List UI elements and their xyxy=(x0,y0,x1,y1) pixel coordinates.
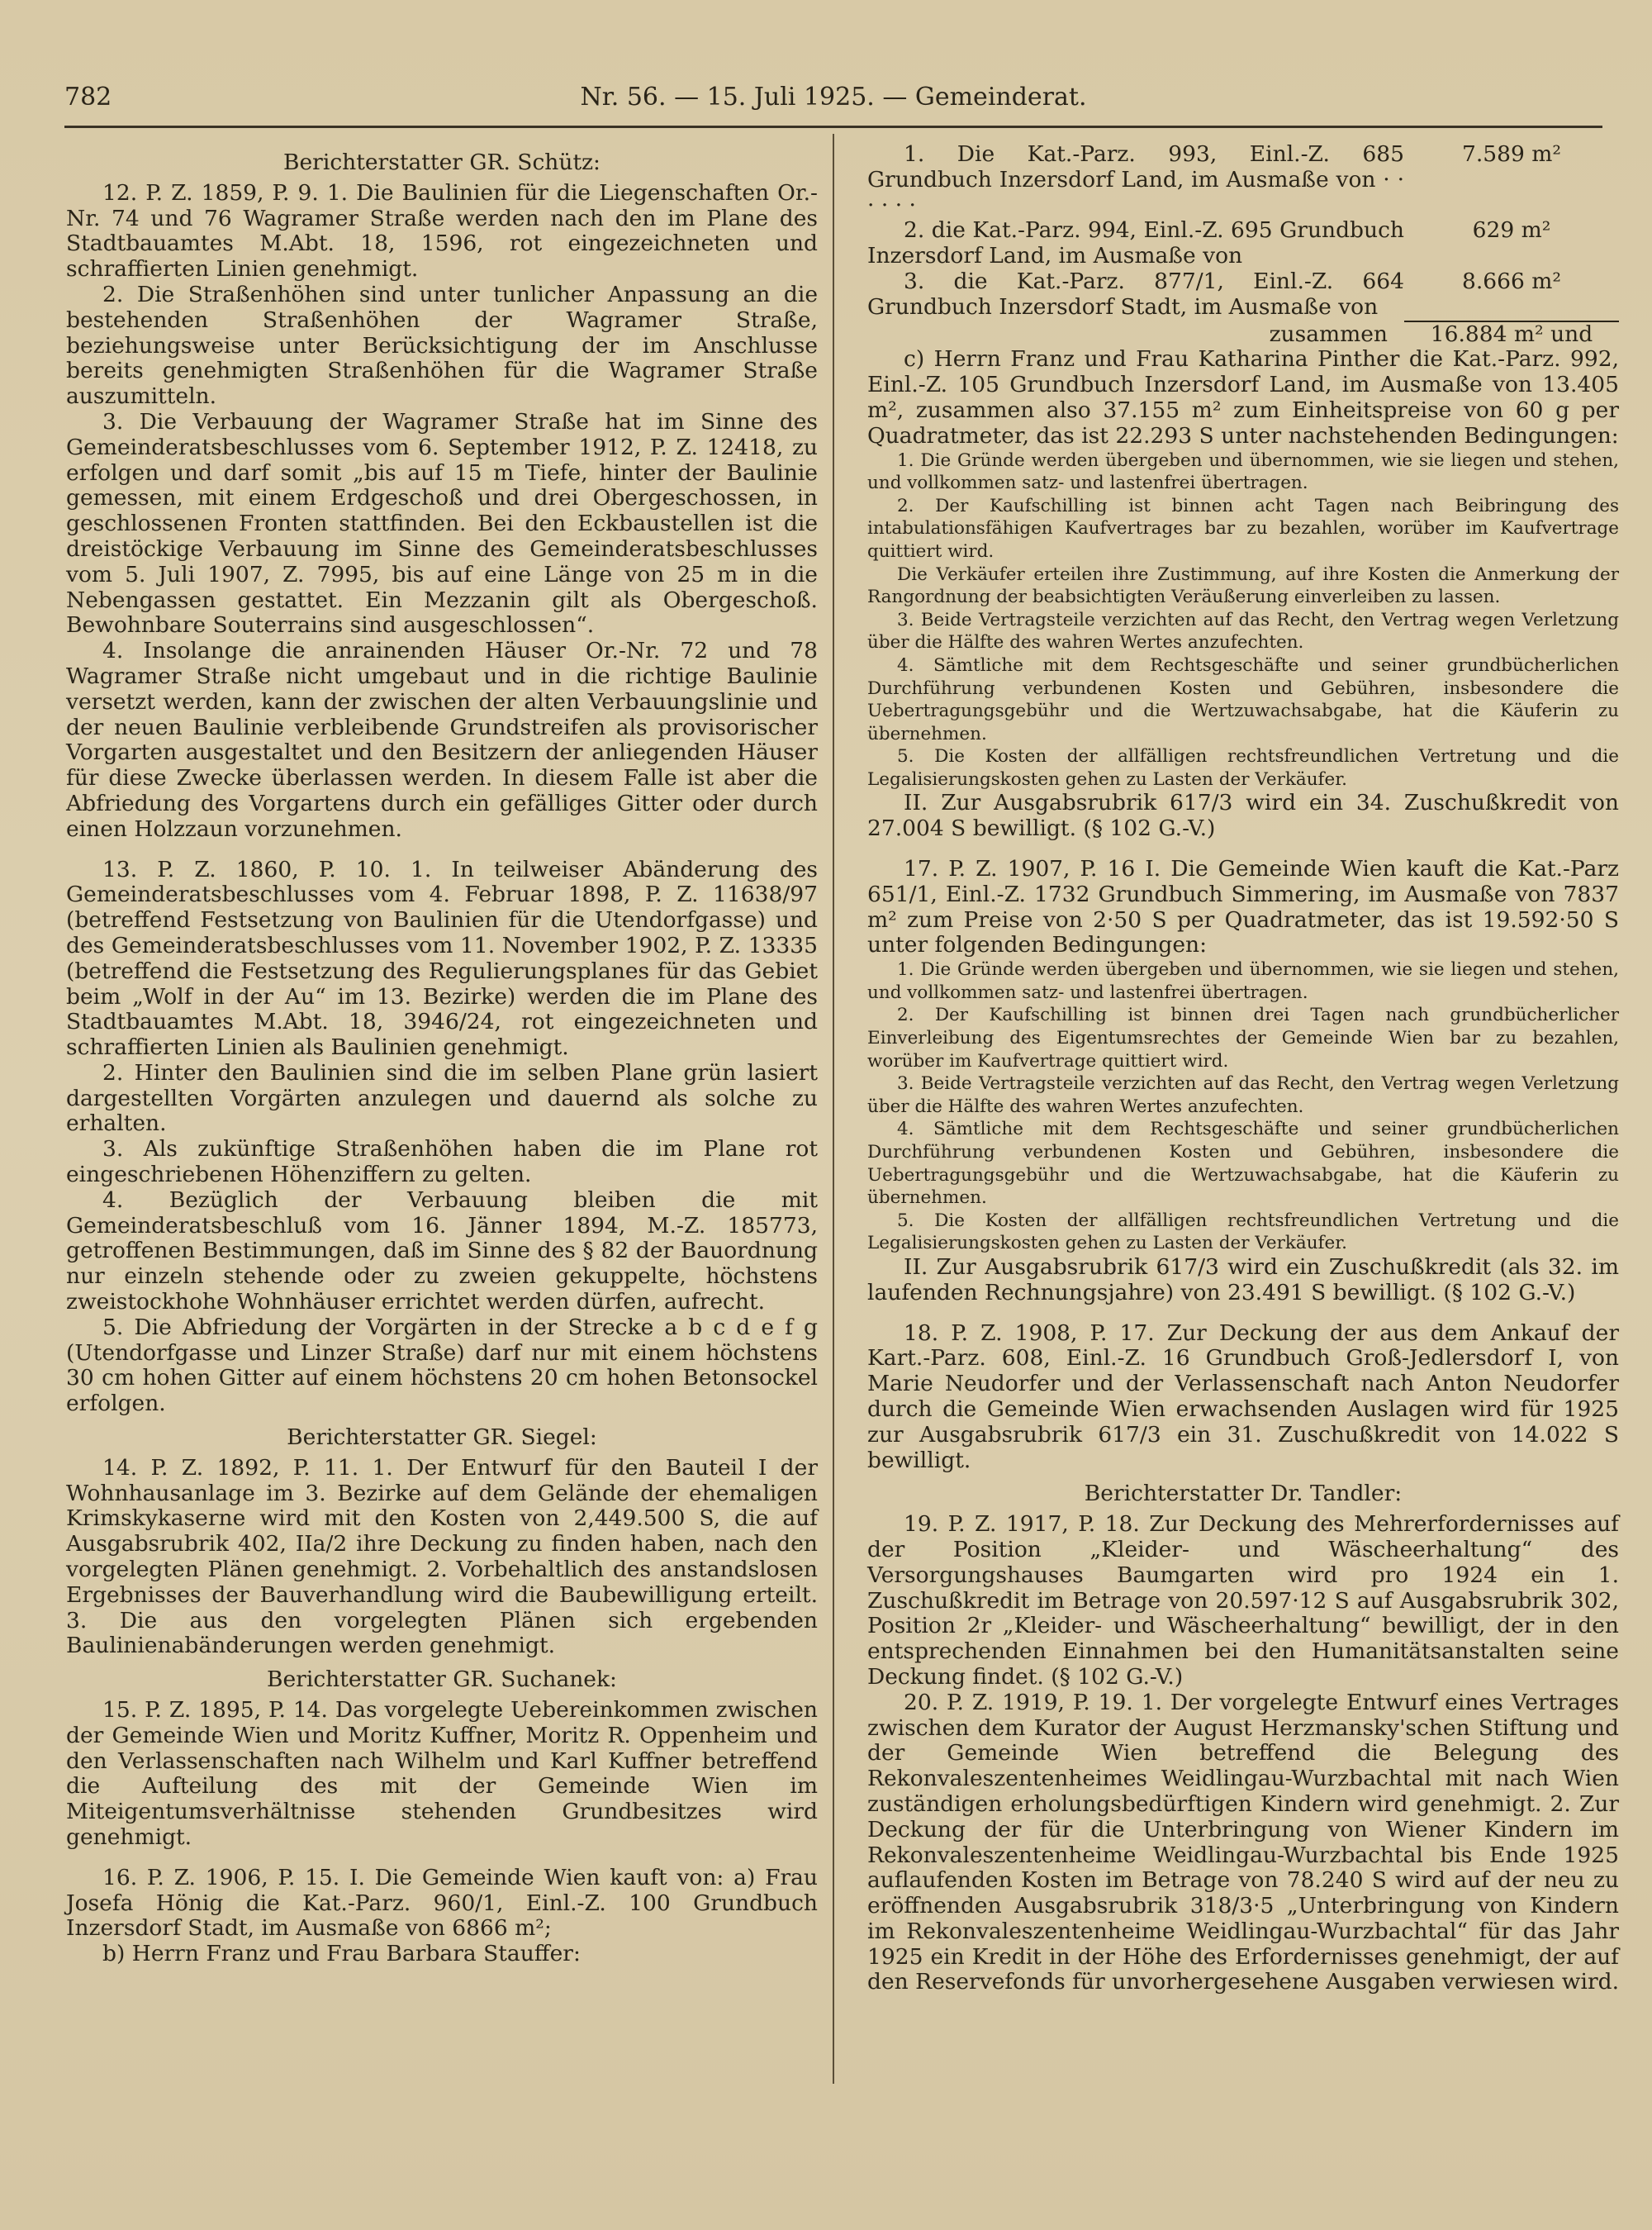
paragraph: 19. P. Z. 1917, P. 18. Zur Deckung des Mehrerfordernisses auf der Position „Kleider- und Wäscheerhaltung“ des Versorgungshauses Baumgarten wird pro 1924 ein 1. Zuschußkredit im Betrage von 20.597·12 S auf Ausgabsrubrik 302, Position 2r „Kleider- und Wäscheerhaltung“ bewilligt, der in den entsprechenden Einnahmen bei den Humanitätsanstalten seine Deckung findet. (§ 102 G.-V.) xyxy=(867,1511,1619,1690)
paragraph: 12. P. Z. 1859, P. 9. 1. Die Baulinien für die Liegenschaften Or.-Nr. 74 und 76 Wagramer Straße werden nach den im Plane des Stadtbauamtes M.Abt. 18, 1596, rot eingezeichneten und schraffierten Linien genehmigt. xyxy=(66,179,818,283)
condition-item: 5. Die Kosten der allfälligen rechtsfreundlichen Vertretung und die Legalisierungskosten gehen zu Lasten der Verkäufer. xyxy=(867,1210,1619,1254)
condition-item: 2. Der Kaufschilling ist binnen drei Tagen nach grundbücherlicher Einverleibung des Eigentumsrechtes der Gemeinde Wien bar zu bezahlen, worüber im Kaufvertrage quittiert wird. xyxy=(867,1005,1619,1072)
header-rule xyxy=(64,126,1602,128)
paragraph: 2. Die Straßenhöhen sind unter tunlicher Anpassung an die bestehenden Straßenhöhen der Wagramer Straße, beziehungsweise unter Berücksichtigung der im Anschlusse bereits genehmigten Straßenhöhen für die Wagramer Straße auszumitteln. xyxy=(66,281,818,410)
condition-item: 1. Die Gründe werden übergeben und übernommen, wie sie liegen und stehen, und vollkommen satz- und lastenfrei übertragen. xyxy=(867,449,1619,494)
area-value: 16.884 m² und xyxy=(1404,321,1619,348)
paragraph: II. Zur Ausgabsrubrik 617/3 wird ein Zuschußkredit (als 32. im laufenden Rechnungsjahre) von 23.491 S bewilligt. (§ 102 G.-V.) xyxy=(867,1253,1619,1305)
condition-item: 5. Die Kosten der allfälligen rechtsfreundlichen Vertretung und die Legalisierungskosten gehen zu Lasten der Verkäufer. xyxy=(867,746,1619,790)
area-description: zusammen xyxy=(1269,321,1388,347)
page-header xyxy=(64,73,1602,122)
area-list xyxy=(867,142,1619,347)
area-total-row xyxy=(867,321,1619,348)
area-description: 1. Die Kat.-Parz. 993, Einl.-Z. 685 Grundbuch Inzersdorf Land, im Ausmaße von · · · · · · xyxy=(867,141,1404,218)
paragraph: 14. P. Z. 1892, P. 11. 1. Der Entwurf für den Bauteil I der Wohnhausanlage im 3. Bezirke auf dem Gelände der ehemaligen Krimskykaserne wird mit den Kosten von 2,449.500 S, die auf Ausgabsrubrik 402, IIa/2 ihre Deckung zu finden haben, nach den vorgelegten Plänen genehmigt. 2. Vorbehaltlich des anstandslosen Ergebnisses der Bauverhandlung wird die Baubewilligung erteilt. 3. Die aus den vorgelegten Plänen sich ergebenden Baulinienabänderungen werden genehmigt. xyxy=(66,1454,818,1659)
area-value: 8.666 m² xyxy=(1461,268,1562,294)
section-heading: Berichterstatter GR. Siegel: xyxy=(287,1424,597,1451)
paragraph: c) Herrn Franz und Frau Katharina Pinther die Kat.-Parz. 992, Einl.-Z. 105 Grundbuch Inzersdorf Land, im Ausmaße von 13.405 m², zusammen also 37.155 m² zum Einheitspreise von 60 g per Quadratmeter, das ist 22.293 S unter nachstehenden Bedingungen: xyxy=(867,346,1619,449)
left-column xyxy=(66,142,818,1967)
column-divider xyxy=(833,134,834,2084)
paragraph: 15. P. Z. 1895, P. 14. Das vorgelegte Uebereinkommen zwischen der Gemeinde Wien und Moritz Kuffner, Moritz R. Oppenheim und den Verlassenschaften nach Wilhelm und Karl Kuffner betreffend die Aufteilung des mit der Gemeinde Wien im Miteigentumsverhältnisse stehenden Grundbesitzes wird genehmigt. xyxy=(66,1697,818,1850)
area-row xyxy=(867,142,1619,218)
condition-item: 2. Der Kaufschilling ist binnen acht Tagen nach Beibringung des intabulationsfähigen Kaufvertrages bar zu bezahlen, worüber im Kaufvertrage quittiert wird. xyxy=(867,495,1619,562)
resolution-paragraph: 17. P. Z. 1907, P. 16 I. Die Gemeinde Wien kauft die Kat.-Parz 651/1, Einl.-Z. 1732 Grundbuch Simmering, im Ausmaße von 7837 m² zum Preise von 2·50 S per Quadratmeter, das ist 19.592·50 S unter folgenden Bedingungen: xyxy=(867,856,1619,958)
condition-item: Die Verkäufer erteilen ihre Zustimmung, auf ihre Kosten die Anmerkung der Rangordnung der beabsichtigten Veräußerung einverleiben zu lassen. xyxy=(867,563,1619,608)
section-heading: Berichterstatter Dr. Tandler: xyxy=(1084,1481,1403,1507)
area-value: 629 m² xyxy=(1472,217,1551,244)
paragraph: 4. Insolange die anrainenden Häuser Or.-Nr. 72 und 78 Wagramer Straße nicht umgebaut und in die richtige Baulinie versetzt werden, kann der zwischen der alten Verbauungslinie und der neuen Baulinie verbleibende Grundstreifen als provisorischer Vorgarten ausgestaltet und den Besitzern der anliegenden Häuser für diese Zwecke überlassen werden. In diesem Falle ist aber die Abfriedung des Vorgartens durch ein gefälliges Gitter oder durch einen Holzzaun vorzunehmen. xyxy=(66,638,818,842)
area-description: 3. die Kat.-Parz. 877/1, Einl.-Z. 664 Grundbuch Inzersdorf Stadt, im Ausmaße von xyxy=(867,268,1404,320)
paragraph: 20. P. Z. 1919, P. 19. 1. Der vorgelegte Entwurf eines Vertrages zwischen dem Kurator der August Herzmansky'schen Stiftung und der Gemeinde Wien betreffend die Belegung des Rekonvaleszentenheimes Weidlingau-Wurzbachtal mit nach Wien zuständigen erholungsbedürftigen Kindern wird genehmigt. 2. Zur Deckung der für die Unterbringung von Wiener Kindern im Rekonvaleszentenheime Weidlingau-Wurzbachtal bis Ende 1925 auflaufenden Kosten im Betrage von 78.240 S wird auf der neu zu eröffnenden Ausgabsrubrik 318/3·5 „Unterbringung von Kindern im Rekonvaleszentenheime Weidlingau-Wurzbachtal“ für das Jahr 1925 ein Kredit in der Höhe des Erfordernisses genehmigt, der auf den Reservefonds für unvorhergesehene Ausgaben verwiesen wird. xyxy=(867,1689,1620,1995)
paragraph: 3. Als zukünftige Straßenhöhen haben die im Plane rot eingeschriebenen Höhenziffern zu gelten. xyxy=(66,1136,818,1188)
condition-item: 3. Beide Vertragsteile verzichten auf das Recht, den Vertrag wegen Verletzung über die Hälfte des wahren Wertes anzufechten. xyxy=(867,1073,1619,1117)
page-number: 782 xyxy=(64,83,112,112)
right-column-body xyxy=(867,347,1619,1995)
paragraph: 4. Bezüglich der Verbauung bleiben die mit Gemeinderatsbeschluß vom 16. Jänner 1894, M.-Z. 185773, getroffenen Bestimmungen, daß im Sinne des § 82 der Bauordnung nur einzeln stehende oder zu zweien gekuppelte, höchstens zweistockhohe Wohnhäuser errichtet werden dürfen, aufrecht. xyxy=(66,1186,818,1315)
right-column xyxy=(867,142,1619,1995)
paragraph: 5. Die Abfriedung der Vorgärten in der Strecke a b c d e f g (Utendorfgasse und Linzer Straße) darf nur mit einem höchstens 30 cm hohen Gitter auf einem höchstens 20 cm hohen Betonsockel erfolgen. xyxy=(66,1314,818,1417)
section-heading: Berichterstatter GR. Schütz: xyxy=(283,150,601,175)
resolution-paragraph: 16. P. Z. 1906, P. 15. I. Die Gemeinde Wien kauft von: a) Frau Josefa Hönig die Kat.-Parz. 960/1, Einl.-Z. 100 Grundbuch Inzersdorf Stadt, im Ausmaße von 6866 m²; xyxy=(66,1864,818,1942)
paragraph: 2. Hinter den Baulinien sind die im selben Plane grün lasiert dargestellten Vorgärten anzulegen und dauernd als solche zu erhalten. xyxy=(66,1059,818,1137)
paragraph: b) Herrn Franz und Frau Barbara Stauffer: xyxy=(102,1941,581,1967)
area-row xyxy=(867,218,1619,269)
page-title: Nr. 56. — 15. Juli 1925. — Gemeinderat. xyxy=(580,83,1087,112)
paragraph: II. Zur Ausgabsrubrik 617/3 wird ein 34. Zuschußkredit von 27.004 S bewilligt. (§ 102 G.-V.) xyxy=(867,790,1619,842)
condition-item: 4. Sämtliche mit dem Rechtsgeschäfte und seiner grundbücherlichen Durchführung verbundenen Kosten und Gebühren, insbesondere die Uebertragungsgebühr und die Wertzuwachsabgabe, hat die Käuferin zu übernehmen. xyxy=(867,1119,1619,1209)
area-description: 2. die Kat.-Parz. 994, Einl.-Z. 695 Grundbuch Inzersdorf Land, im Ausmaße von xyxy=(867,217,1404,269)
condition-item: 1. Die Gründe werden übergeben und übernommen, wie sie liegen und stehen, und vollkommen satz- und lastenfrei übertragen. xyxy=(867,959,1619,1003)
section-heading: Berichterstatter GR. Suchanek: xyxy=(267,1667,617,1693)
resolution-paragraph: 18. P. Z. 1908, P. 17. Zur Deckung der aus dem Ankauf der Kart.-Parz. 608, Einl.-Z. 16 Grundbuch Groß-Jedlersdorf I, von Marie Neudorfer und der Verlassenschaft nach Anton Neudorfer durch die Gemeinde Wien erwachsenden Auslagen wird für 1925 zur Ausgabsrubrik 617/3 ein 31. Zuschußkredit von 14.022 S bewilligt. xyxy=(867,1319,1619,1473)
resolution-paragraph: 13. P. Z. 1860, P. 10. 1. In teilweiser Abänderung des Gemeinderatsbeschlusses vom 4. Februar 1898, P. Z. 11638/97 (betreffend Festsetzung von Baulinien für die Utendorfgasse) und des Gemeinderatsbeschlusses vom 11. November 1902, P. Z. 13335 (betreffend die Festsetzung des Regulierungsplanes für das Gebiet beim „Wolf in der Au“ im 13. Bezirke) werden die im Plane des Stadtbauamtes M.Abt. 18, 3946/24, rot eingezeichneten und schraffierten Linien als Baulinien genehmigt. xyxy=(66,856,818,1061)
paragraph: 3. Die Verbauung der Wagramer Straße hat im Sinne des Gemeinderatsbeschlusses vom 6. September 1912, P. Z. 12418, zu erfolgen und darf somit „bis auf 15 m Tiefe, hinter der Baulinie gemessen, mit einem Erdgeschoß und drei Obergeschossen, in geschlossenen Fronten stattfinden. Bei den Eckbaustellen ist die dreistöckige Verbauung im Sinne des Gemeinderatsbeschlusses vom 5. Juli 1907, Z. 7995, bis auf eine Länge von 25 m in die Nebengassen gestattet. Ein Mezzanin gilt als Obergeschoß. Bewohnbare Souterrains sind ausgeschlossen“. xyxy=(66,408,818,639)
area-value: 7.589 m² xyxy=(1461,141,1562,167)
condition-item: 3. Beide Vertragsteile verzichten auf das Recht, den Vertrag wegen Verletzung über die Hälfte des wahren Wertes anzufechten. xyxy=(867,609,1619,654)
area-row xyxy=(867,269,1619,321)
condition-item: 4. Sämtliche mit dem Rechtsgeschäfte und seiner grundbücherlichen Durchführung verbundenen Kosten und Gebühren, insbesondere die Uebertragungsgebühr und die Wertzuwachsabgabe, hat die Käuferin zu übernehmen. xyxy=(867,654,1619,744)
